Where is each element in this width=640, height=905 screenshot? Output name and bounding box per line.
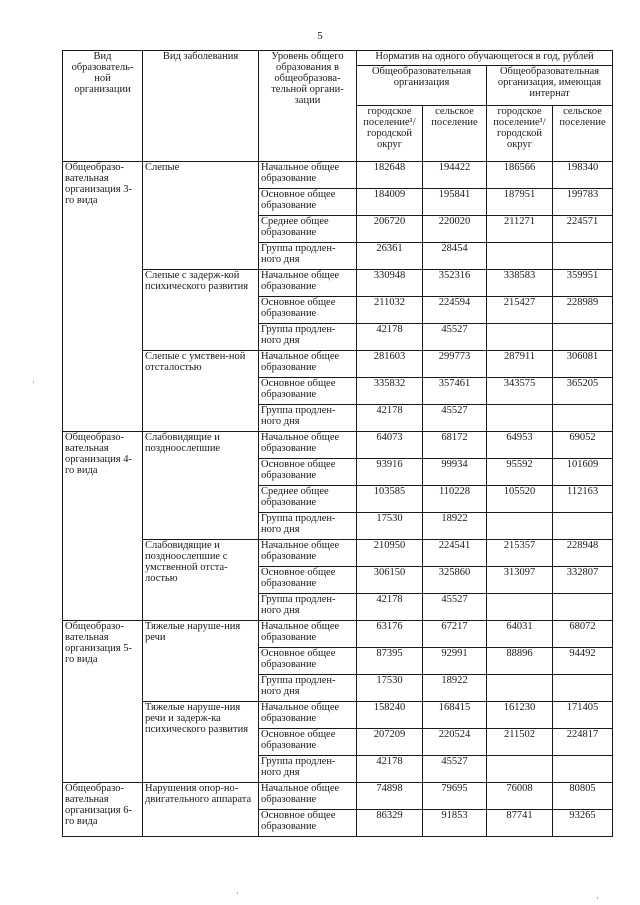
norm-value-cell: 17530	[357, 675, 423, 702]
norm-value-cell	[487, 405, 553, 432]
header-disease: Вид заболевания	[143, 51, 259, 162]
norm-value-cell: 112163	[553, 486, 613, 513]
header-level: Уровень общего образования в общеобразова-тельной органи-зации	[259, 51, 357, 162]
norm-value-cell	[553, 675, 613, 702]
norm-value-cell: 220020	[423, 216, 487, 243]
margin-mark: ·	[596, 893, 599, 903]
norm-value-cell: 228989	[553, 297, 613, 324]
disease-cell: Тяжелые наруше-ния речи и задерж-ка психического развития	[143, 702, 259, 783]
margin-mark: ·	[32, 377, 35, 387]
norm-value-cell: 95592	[487, 459, 553, 486]
norm-value-cell: 352316	[423, 270, 487, 297]
norm-value-cell: 45527	[423, 324, 487, 351]
norm-value-cell: 281603	[357, 351, 423, 378]
table-row	[63, 783, 613, 810]
norm-value-cell: 220524	[423, 729, 487, 756]
norm-value-cell: 94492	[553, 648, 613, 675]
norm-value-cell: 45527	[423, 405, 487, 432]
norm-value-cell: 18922	[423, 675, 487, 702]
level-cell: Группа продлен-ного дня	[259, 675, 357, 702]
level-cell: Группа продлен-ного дня	[259, 513, 357, 540]
level-cell: Основное общее образование	[259, 729, 357, 756]
level-cell: Группа продлен-ного дня	[259, 405, 357, 432]
header-urban: городское поселение¹/ городской округ	[357, 106, 423, 162]
norm-value-cell: 306150	[357, 567, 423, 594]
norm-value-cell: 215427	[487, 297, 553, 324]
norm-value-cell: 194422	[423, 162, 487, 189]
level-cell: Группа продлен-ного дня	[259, 756, 357, 783]
level-cell: Начальное общее образование	[259, 783, 357, 810]
norm-value-cell: 210950	[357, 540, 423, 567]
norm-value-cell: 42178	[357, 594, 423, 621]
org-type-cell: Общеобразо-вательная организация 6-го вида	[63, 783, 143, 837]
level-cell: Начальное общее образование	[259, 432, 357, 459]
norm-value-cell: 45527	[423, 594, 487, 621]
level-cell: Группа продлен-ного дня	[259, 243, 357, 270]
norm-value-cell: 343575	[487, 378, 553, 405]
header-boarding-org: Общеобразовательная организация, имеющая интернат	[487, 66, 613, 106]
norm-value-cell: 168415	[423, 702, 487, 729]
norm-value-cell: 17530	[357, 513, 423, 540]
norm-value-cell: 69052	[553, 432, 613, 459]
norm-value-cell: 330948	[357, 270, 423, 297]
norm-value-cell	[487, 243, 553, 270]
norm-value-cell: 299773	[423, 351, 487, 378]
norm-value-cell: 182648	[357, 162, 423, 189]
norm-value-cell: 64953	[487, 432, 553, 459]
norm-value-cell: 64073	[357, 432, 423, 459]
level-cell: Группа продлен-ного дня	[259, 324, 357, 351]
header-rural: сельское поселение	[423, 106, 487, 162]
norm-value-cell: 158240	[357, 702, 423, 729]
norm-value-cell: 42178	[357, 324, 423, 351]
norm-value-cell: 224571	[553, 216, 613, 243]
header-org-type: Вид образователь-ной организации	[63, 51, 143, 162]
norm-value-cell: 215357	[487, 540, 553, 567]
norm-value-cell: 199783	[553, 189, 613, 216]
norm-value-cell	[553, 756, 613, 783]
norm-value-cell: 93265	[553, 810, 613, 837]
norm-value-cell: 306081	[553, 351, 613, 378]
disease-cell: Слепые с задерж-кой психического развития	[143, 270, 259, 351]
norm-value-cell	[487, 324, 553, 351]
level-cell: Основное общее образование	[259, 459, 357, 486]
norm-value-cell	[553, 405, 613, 432]
norm-value-cell: 195841	[423, 189, 487, 216]
page-number: 5	[317, 30, 323, 42]
norm-value-cell: 45527	[423, 756, 487, 783]
norm-value-cell: 224541	[423, 540, 487, 567]
norm-value-cell: 26361	[357, 243, 423, 270]
table-body	[63, 162, 613, 837]
disease-cell: Тяжелые наруше-ния речи	[143, 621, 259, 702]
level-cell: Основное общее образование	[259, 297, 357, 324]
norm-value-cell	[553, 594, 613, 621]
norm-value-cell: 87395	[357, 648, 423, 675]
norm-value-cell: 74898	[357, 783, 423, 810]
norm-value-cell: 211271	[487, 216, 553, 243]
level-cell: Начальное общее образование	[259, 351, 357, 378]
level-cell: Начальное общее образование	[259, 270, 357, 297]
level-cell: Основное общее образование	[259, 810, 357, 837]
norm-value-cell: 42178	[357, 756, 423, 783]
norm-value-cell: 161230	[487, 702, 553, 729]
table-row	[63, 540, 613, 567]
disease-cell: Слабовидящие и поздноослепшие с умственной отста-лостью	[143, 540, 259, 621]
norm-value-cell: 103585	[357, 486, 423, 513]
norm-value-cell: 42178	[357, 405, 423, 432]
norm-value-cell: 92991	[423, 648, 487, 675]
norm-value-cell: 93916	[357, 459, 423, 486]
norm-value-cell: 338583	[487, 270, 553, 297]
header-norm: Норматив на одного обучающегося в год, рублей	[357, 51, 613, 66]
table-row	[63, 351, 613, 378]
header-rural-boarding: сельское поселение	[553, 106, 613, 162]
norm-value-cell: 224594	[423, 297, 487, 324]
level-cell: Основное общее образование	[259, 567, 357, 594]
norm-value-cell: 187951	[487, 189, 553, 216]
margin-mark: ·	[236, 888, 239, 898]
norm-value-cell: 80805	[553, 783, 613, 810]
norm-value-cell: 186566	[487, 162, 553, 189]
norm-value-cell: 211032	[357, 297, 423, 324]
norm-value-cell: 63176	[357, 621, 423, 648]
header-general-org: Общеобразовательная организация	[357, 66, 487, 106]
level-cell: Начальное общее образование	[259, 621, 357, 648]
norm-value-cell: 332807	[553, 567, 613, 594]
disease-cell: Слабовидящие и поздноослепшие	[143, 432, 259, 540]
level-cell: Среднее общее образование	[259, 216, 357, 243]
org-type-cell: Общеобразо-вательная организация 5-го вида	[63, 621, 143, 783]
table-row	[63, 702, 613, 729]
norm-value-cell: 313097	[487, 567, 553, 594]
norm-value-cell: 211502	[487, 729, 553, 756]
disease-cell: Слепые	[143, 162, 259, 270]
norm-value-cell: 287911	[487, 351, 553, 378]
org-type-cell: Общеобразо-вательная организация 4-го вида	[63, 432, 143, 621]
table-row	[63, 162, 613, 189]
level-cell: Основное общее образование	[259, 189, 357, 216]
norm-value-cell: 228948	[553, 540, 613, 567]
norm-value-cell: 206720	[357, 216, 423, 243]
norm-value-cell: 325860	[423, 567, 487, 594]
norm-value-cell: 207209	[357, 729, 423, 756]
norm-value-cell	[487, 513, 553, 540]
norm-value-cell: 86329	[357, 810, 423, 837]
table-row	[63, 621, 613, 648]
norm-value-cell: 76008	[487, 783, 553, 810]
norm-value-cell: 110228	[423, 486, 487, 513]
norm-value-cell: 101609	[553, 459, 613, 486]
norm-value-cell: 184009	[357, 189, 423, 216]
norm-value-cell: 91853	[423, 810, 487, 837]
level-cell: Группа продлен-ного дня	[259, 594, 357, 621]
norm-value-cell	[487, 594, 553, 621]
norm-value-cell	[553, 243, 613, 270]
level-cell: Начальное общее образование	[259, 540, 357, 567]
norm-value-cell: 28454	[423, 243, 487, 270]
norms-table	[62, 50, 613, 837]
org-type-cell: Общеобразо-вательная организация 3-го вида	[63, 162, 143, 432]
level-cell: Начальное общее образование	[259, 702, 357, 729]
norm-value-cell: 171405	[553, 702, 613, 729]
norm-value-cell: 224817	[553, 729, 613, 756]
table-row	[63, 270, 613, 297]
norm-value-cell: 87741	[487, 810, 553, 837]
table-row	[63, 432, 613, 459]
norm-value-cell: 79695	[423, 783, 487, 810]
norm-value-cell	[553, 324, 613, 351]
norm-value-cell: 99934	[423, 459, 487, 486]
norm-value-cell	[487, 675, 553, 702]
norm-value-cell: 105520	[487, 486, 553, 513]
norm-value-cell: 67217	[423, 621, 487, 648]
norm-value-cell	[487, 756, 553, 783]
norm-value-cell: 68072	[553, 621, 613, 648]
norm-value-cell: 357461	[423, 378, 487, 405]
disease-cell: Нарушения опор-но-двигательного аппарата	[143, 783, 259, 837]
norm-value-cell: 365205	[553, 378, 613, 405]
norm-value-cell: 68172	[423, 432, 487, 459]
norm-value-cell: 88896	[487, 648, 553, 675]
level-cell: Начальное общее образование	[259, 162, 357, 189]
level-cell: Среднее общее образование	[259, 486, 357, 513]
norm-value-cell: 18922	[423, 513, 487, 540]
level-cell: Основное общее образование	[259, 648, 357, 675]
norm-value-cell: 64031	[487, 621, 553, 648]
norm-value-cell: 198340	[553, 162, 613, 189]
disease-cell: Слепые с умствен-ной отсталостью	[143, 351, 259, 432]
header-urban-boarding: городское поселение¹/ городской округ	[487, 106, 553, 162]
norm-value-cell: 335832	[357, 378, 423, 405]
level-cell: Основное общее образование	[259, 378, 357, 405]
norm-value-cell: 359951	[553, 270, 613, 297]
norm-value-cell	[553, 513, 613, 540]
